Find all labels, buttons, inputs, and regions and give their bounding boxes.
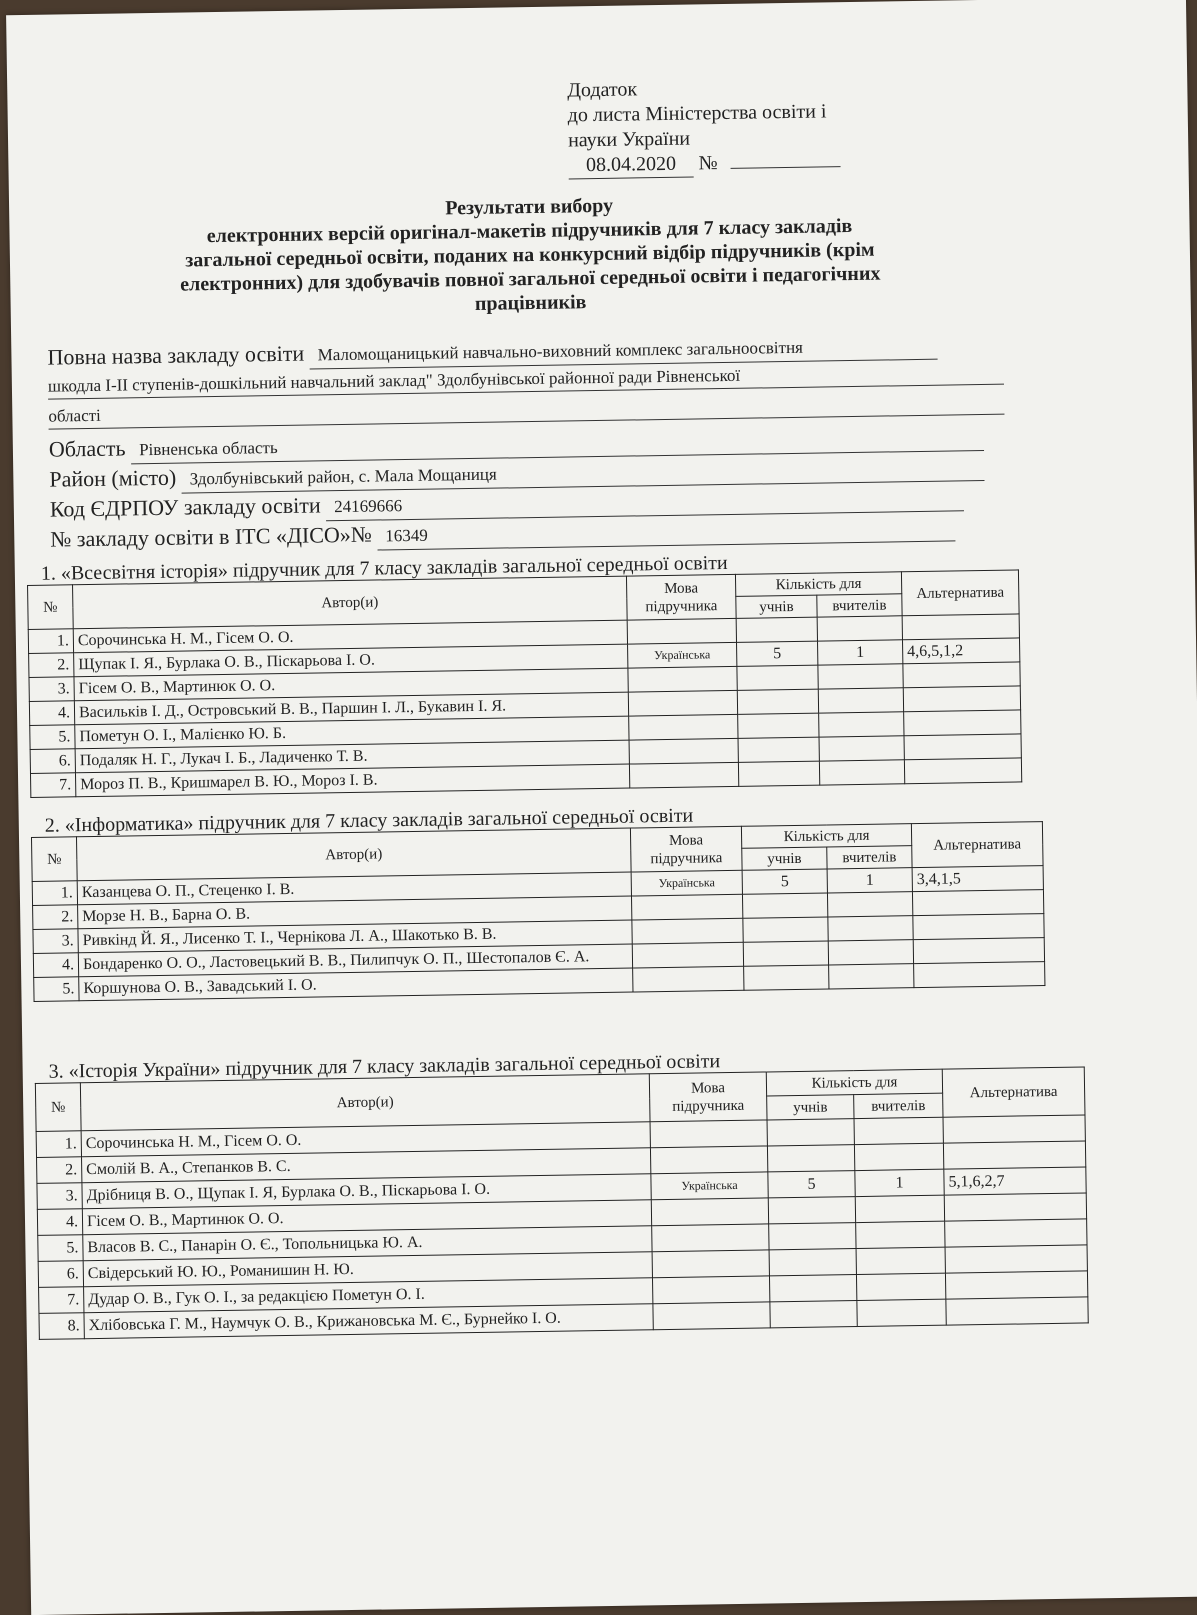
edrpou-label: Код ЄДРПОУ закладу освіти (49, 492, 321, 522)
language-cell: Українська (631, 870, 742, 896)
row-number: 3. (29, 677, 74, 702)
author-cell: Смолій В. А., Степанков В. С. (82, 1148, 651, 1183)
header-language: Мова підручника (630, 826, 742, 872)
teachers-count-cell (827, 892, 912, 917)
section-informatics (31, 799, 1046, 1002)
annex-line-3: науки України (567, 127, 691, 152)
teachers-count-cell (819, 736, 904, 761)
row-number: 5. (34, 977, 79, 1002)
alternative-cell (945, 1271, 1087, 1299)
language-cell (631, 894, 742, 920)
alternative-cell: 4,6,5,1,2 (902, 638, 1019, 664)
document-heading (49, 188, 1011, 323)
alternative-cell (902, 614, 1019, 640)
textbook-table (31, 821, 1045, 1002)
row-number: 4. (33, 953, 78, 978)
author-cell: Щупак І. Я., Бурлака О. В., Піскарьова І. О. (74, 644, 628, 677)
annex-line-2: до листа Міністерства освіти і (567, 100, 827, 127)
students-count-cell (738, 761, 819, 786)
teachers-count-cell (818, 664, 903, 689)
header-author: Автор(и) (73, 576, 628, 629)
header-author: Автор(и) (80, 1074, 650, 1131)
students-count-cell (770, 1301, 857, 1328)
row-number: 4. (29, 701, 74, 726)
language-cell: Українська (651, 1172, 768, 1200)
row-number: 1. (28, 629, 73, 654)
students-count-cell: 5 (742, 869, 827, 894)
header-alternative: Альтернатива (911, 822, 1043, 868)
teachers-count-cell (828, 916, 913, 941)
header-alternative: Альтернатива (942, 1067, 1085, 1117)
heading-line-3: загальної середньої освіти, поданих на конкурсний відбір підручників (крім (185, 238, 875, 272)
district-value: Здолбунівський район, с. Мала Мощаниця (182, 454, 985, 494)
row-number: 1. (32, 881, 77, 906)
header-num: № (28, 585, 74, 630)
section-title: 1. «Всесвітня історія» підручник для 7 класу закладів загальної середньої освіти (40, 552, 728, 585)
header-num: № (35, 1083, 81, 1132)
annex-date: 08.04.2020 (568, 151, 693, 179)
annex-number-blank (731, 166, 841, 169)
row-number: 5. (30, 725, 75, 750)
language-cell (650, 1146, 767, 1174)
author-cell: Гісем О. В., Мартинюк О. О. (74, 668, 628, 701)
itc-label: № закладу освіти в ІТС «ДІСО»№ (50, 521, 372, 552)
teachers-count-cell (828, 940, 913, 965)
teachers-count-cell (829, 964, 914, 989)
heading-line-5: працівників (474, 291, 587, 315)
row-number: 6. (38, 1261, 83, 1288)
students-count-cell (744, 965, 829, 990)
author-cell: Дрібниця В. О., Щупак І. Я, Бурлака О. В., Піскарьова І. О. (82, 1174, 651, 1209)
language-cell (628, 666, 737, 692)
section-title: 3. «Історія України» підручник для 7 класу закладів загальної середньої освіти (48, 1050, 721, 1083)
table-body (28, 614, 1022, 798)
language-cell (628, 690, 737, 716)
section-title: 2. «Інформатика» підручник для 7 класу закладів загальної середньої освіти (44, 804, 694, 837)
students-count-cell (769, 1275, 856, 1302)
language-cell (652, 1250, 769, 1278)
author-cell: Морзе Н. В., Барна О. В. (78, 896, 632, 929)
annex-block (567, 74, 841, 179)
students-count-cell (743, 941, 828, 966)
author-cell: Васильків І. Д., Островський В. В., Паршин І. Л., Букавин І. Я. (74, 692, 628, 725)
students-count-cell (738, 737, 819, 762)
language-cell (629, 762, 738, 788)
row-number: 3. (37, 1183, 82, 1210)
row-number: 2. (33, 905, 78, 930)
teachers-count-cell (856, 1247, 945, 1274)
language-cell (653, 1302, 770, 1330)
teachers-count-cell (819, 712, 904, 737)
language-cell (652, 1276, 769, 1304)
students-count-cell (768, 1197, 855, 1224)
alternative-cell (945, 1245, 1087, 1273)
row-number: 7. (39, 1287, 84, 1314)
author-cell: Власов В. С., Панарін О. Є., Топольницька Ю. А. (83, 1226, 652, 1261)
alternative-cell (943, 1115, 1085, 1143)
teachers-count-cell (854, 1143, 943, 1170)
author-cell: Гісем О. В., Мартинюк О. О. (82, 1200, 651, 1235)
heading-line-1: Результати вибору (445, 194, 614, 220)
annex-number-sign: № (698, 152, 718, 175)
author-cell: Мороз П. В., Кришмарел В. Ю., Мороз І. В. (75, 764, 629, 797)
district-label: Район (місто) (49, 464, 177, 492)
section-world-history (27, 547, 1023, 798)
language-cell (633, 966, 744, 992)
teachers-count-cell: 1 (855, 1169, 944, 1196)
header-language: Мова підручника (626, 574, 736, 620)
teachers-count-cell (857, 1299, 946, 1326)
textbook-table (27, 569, 1022, 798)
alternative-cell (903, 662, 1020, 688)
students-count-cell (743, 917, 828, 942)
alternative-cell (903, 686, 1020, 712)
header-alternative: Альтернатива (901, 570, 1019, 616)
alternative-cell (943, 1141, 1085, 1169)
header-quantity: Кількість для (735, 572, 901, 597)
itc-value: 16349 (377, 514, 955, 550)
students-count-cell (769, 1249, 856, 1276)
author-cell: Подаляк Н. Г., Лукач І. Б., Ладиченко Т. В. (75, 740, 629, 773)
teachers-count-cell (856, 1221, 945, 1248)
language-cell (650, 1120, 767, 1148)
teachers-count-cell: 1 (818, 640, 903, 665)
teachers-count-cell (855, 1195, 944, 1222)
teachers-count-cell (817, 616, 902, 641)
header-students: учнів (742, 847, 827, 870)
institution-name-label: Повна назва закладу освіти (47, 340, 305, 370)
alternative-cell (944, 1193, 1086, 1221)
students-count-cell (737, 689, 818, 714)
row-number: 1. (36, 1131, 81, 1158)
header-language: Мова підручника (649, 1072, 767, 1122)
language-cell (651, 1198, 768, 1226)
alternative-cell (904, 734, 1021, 760)
author-cell: Пометун О. І., Малієнко Ю. Б. (75, 716, 629, 749)
alternative-cell (904, 758, 1021, 784)
heading-line-2: електронних версій оригінал-макетів підручників для 7 класу закладів (206, 215, 853, 248)
author-cell: Сорочинська Н. М., Гісем О. О. (73, 620, 627, 653)
alternative-cell (904, 710, 1021, 736)
students-count-cell: 5 (768, 1171, 855, 1198)
author-cell: Ривкінд Й. Я., Лисенко Т. І., Чернікова Л. А., Шакотько В. В. (78, 920, 632, 953)
teachers-count-cell (818, 688, 903, 713)
alternative-cell: 3,4,1,5 (912, 866, 1043, 892)
teachers-count-cell (854, 1117, 943, 1144)
row-number: 2. (37, 1157, 82, 1184)
row-number: 2. (29, 653, 74, 678)
annex-line-1: Додаток (567, 78, 638, 102)
students-count-cell (769, 1223, 856, 1250)
header-author: Автор(и) (76, 828, 631, 881)
author-cell: Коршунова О. В., Завадський І. О. (79, 968, 633, 1001)
author-cell: Хлібовська Г. М., Наумчук О. В., Крижановська М. Є., Бурнейко І. О. (84, 1304, 653, 1339)
students-count-cell (737, 665, 818, 690)
edrpou-value: 24169666 (326, 484, 964, 521)
students-count-cell (767, 1145, 854, 1172)
author-cell: Сорочинська Н. М., Гісем О. О. (81, 1122, 650, 1157)
region-value: Рівненська область (131, 424, 984, 464)
annex-date-line (568, 149, 840, 179)
students-count-cell (736, 617, 817, 642)
alternative-cell (945, 1219, 1087, 1247)
teachers-count-cell: 1 (827, 868, 912, 893)
students-count-cell: 5 (737, 641, 818, 666)
row-number: 6. (30, 749, 75, 774)
row-number: 8. (39, 1313, 84, 1340)
header-students: учнів (736, 595, 817, 618)
header-teachers: вчителів (827, 846, 912, 869)
header-teachers: вчителів (817, 594, 902, 617)
row-number: 4. (37, 1209, 82, 1236)
row-number: 5. (38, 1235, 83, 1262)
table-body (36, 1115, 1088, 1339)
language-cell (627, 618, 736, 644)
region-label: Область (48, 435, 126, 462)
row-number: 3. (33, 929, 78, 954)
header-quantity: Кількість для (766, 1069, 942, 1096)
header-quantity: Кількість для (741, 824, 911, 849)
heading-line-4: електронних) для здобувачів повної загальної середньої освіти і педагогічних (180, 262, 881, 296)
table-body (32, 866, 1045, 1002)
language-cell (632, 942, 743, 968)
alternative-cell (913, 938, 1044, 964)
alternative-cell: 5,1,6,2,7 (944, 1167, 1086, 1195)
institution-name-line-3: області (48, 390, 1004, 430)
header-teachers: вчителів (854, 1093, 943, 1118)
language-cell (629, 738, 738, 764)
author-cell: Свідерський Ю. Ю., Романишин Н. Ю. (83, 1252, 652, 1287)
header-students: учнів (767, 1095, 854, 1120)
institution-name-line-2: шкодла І-ІІ ступенів-дошкільний навчальний заклад" Здолбунівської районної ради Рівненської (48, 360, 1004, 400)
students-count-cell (742, 893, 827, 918)
author-cell: Дудар О. В., Гук О. І., за редакцією Пометун О. І. (84, 1278, 653, 1313)
alternative-cell (913, 914, 1044, 940)
header-num: № (31, 837, 77, 882)
author-cell: Казанцева О. П., Стеценко І. В. (77, 872, 631, 905)
institution-name-value: Маломощаницький навчально-виховний комплекс загальноосвітня (309, 333, 937, 370)
alternative-cell (914, 962, 1045, 988)
teachers-count-cell (856, 1273, 945, 1300)
section-ukraine-history (35, 1044, 1089, 1339)
alternative-cell (912, 890, 1043, 916)
alternative-cell (946, 1297, 1088, 1325)
language-cell (632, 918, 743, 944)
textbook-table (35, 1066, 1089, 1339)
students-count-cell (767, 1119, 854, 1146)
author-cell: Бондаренко О. О., Ластовецький В. В., Пилипчук О. П., Шестопалов Є. А. (78, 944, 632, 977)
language-cell (629, 714, 738, 740)
language-cell: Українська (628, 642, 737, 668)
language-cell (652, 1224, 769, 1252)
teachers-count-cell (819, 760, 904, 785)
students-count-cell (738, 713, 819, 738)
row-number: 7. (30, 773, 75, 798)
document-sheet (6, 0, 1197, 1615)
